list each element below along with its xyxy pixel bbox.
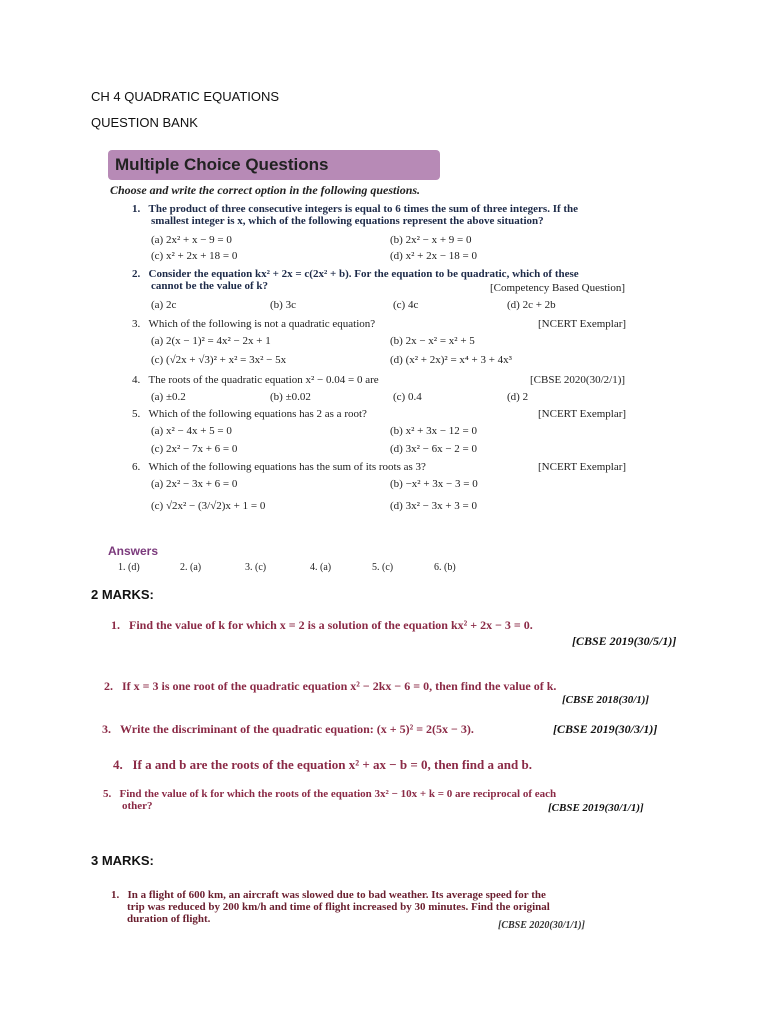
answer-4: 4. (a)	[310, 562, 332, 573]
question-text: In a flight of 600 km, an aircraft was slowed due to bad weather. Its average speed for the	[127, 889, 546, 901]
option-d: (d) (x² + 2x)² = x⁴ + 3 + 4x³	[390, 354, 512, 366]
option-a: (a) 2(x − 1)² = 4x² − 2x + 1	[151, 335, 271, 347]
mcq-question-6	[132, 461, 426, 473]
option-d: (d) x² + 2x − 18 = 0	[390, 250, 477, 262]
mcq-question-4	[132, 374, 379, 386]
option-c: (c) √2x² − (3/√2)x + 1 = 0	[151, 500, 266, 512]
question-number: 3.	[132, 318, 141, 330]
question-text: Which of the following is not a quadratic equation?	[148, 318, 376, 330]
question-tag: [NCERT Exemplar]	[538, 318, 627, 330]
question-text: Find the value of k for which the roots of the equation 3x² − 10x + k = 0 are reciprocal of each	[119, 788, 557, 800]
question-text: other?	[122, 800, 153, 812]
option-a: (a) x² − 4x + 5 = 0	[151, 425, 232, 437]
option-b: (b) ±0.02	[270, 391, 311, 403]
question-number: 1.	[111, 618, 120, 632]
option-a: (a) ±0.2	[151, 391, 186, 403]
answer-6: 6. (b)	[434, 562, 456, 573]
mcq-question-5	[132, 408, 367, 420]
question-reference: [CBSE 2019(30/1/1)]	[548, 802, 644, 814]
question-text: smallest integer is x, which of the following equations represent the above situation?	[151, 215, 544, 227]
option-c: (c) 4c	[393, 299, 419, 311]
question-number: 1.	[132, 203, 141, 215]
question-reference: [CBSE 2020(30/1/1)]	[498, 920, 585, 931]
question-tag: [NCERT Exemplar]	[538, 461, 627, 473]
option-c: (c) (√2x + √3)² + x² = 3x² − 5x	[151, 354, 287, 366]
question-text: Write the discriminant of the quadratic equation: (x + 5)² = 2(5x − 3).	[120, 722, 474, 736]
option-b: (b) x² + 3x − 12 = 0	[390, 425, 477, 437]
two-marks-question-4	[113, 757, 532, 773]
question-number: 2.	[104, 679, 113, 693]
mcq-question-1	[132, 203, 642, 227]
option-c: (c) 2x² − 7x + 6 = 0	[151, 443, 238, 455]
answer-5: 5. (c)	[372, 562, 394, 573]
question-reference: [CBSE 2019(30/5/1)]	[572, 634, 677, 648]
question-number: 2.	[132, 268, 141, 280]
question-reference: [CBSE 2019(30/3/1)]	[553, 722, 658, 736]
two-marks-question-3	[102, 722, 474, 737]
question-text: trip was reduced by 200 km/h and time of flight increased by 30 minutes. Find the original	[127, 901, 550, 913]
question-number: 4.	[113, 757, 123, 772]
mcq-instruction: Choose and write the correct option in the following questions.	[110, 183, 421, 197]
question-number: 4.	[132, 374, 141, 386]
option-a: (a) 2x² + x − 9 = 0	[151, 234, 232, 246]
two-marks-question-2	[104, 679, 556, 694]
question-number: 3.	[102, 722, 111, 736]
question-text: Find the value of k for which x = 2 is a solution of the equation kx² + 2x − 3 = 0.	[129, 618, 533, 632]
question-tag: [Competency Based Question]	[490, 282, 626, 294]
answer-2: 2. (a)	[180, 562, 202, 573]
option-d: (d) 3x² − 3x + 3 = 0	[390, 500, 477, 512]
mcq-question-3	[132, 318, 375, 330]
option-d: (d) 2c + 2b	[507, 299, 556, 311]
two-marks-question-1	[111, 618, 533, 633]
option-b: (b) 2x² − x + 9 = 0	[390, 234, 472, 246]
chapter-title: CH 4 QUADRATIC EQUATIONS	[91, 89, 280, 104]
question-tag: [CBSE 2020(30/2/1)]	[530, 374, 626, 386]
question-text: duration of flight.	[127, 913, 211, 925]
question-text: Consider the equation kx² + 2x = c(2x² + b). For the equation to be quadratic, which of these	[148, 268, 579, 280]
option-c: (c) 0.4	[393, 391, 422, 403]
document-subtitle: QUESTION BANK	[91, 115, 198, 130]
question-number: 6.	[132, 461, 141, 473]
question-text: Which of the following equations has 2 as a root?	[148, 408, 367, 420]
answers-heading: Answers	[108, 544, 159, 558]
option-b: (b) 3c	[270, 299, 296, 311]
option-a: (a) 2c	[151, 299, 177, 311]
question-text: The roots of the quadratic equation x² − 0.04 = 0 are	[148, 374, 379, 386]
option-d: (d) 3x² − 6x − 2 = 0	[390, 443, 477, 455]
section-heading-2-marks: 2 MARKS:	[91, 587, 154, 602]
question-text: cannot be the value of k?	[151, 280, 269, 292]
question-reference: [CBSE 2018(30/1)]	[562, 694, 650, 706]
answer-3: 3. (c)	[245, 562, 267, 573]
question-number: 5.	[103, 788, 112, 800]
mcq-banner: Multiple Choice Questions	[108, 150, 440, 180]
option-b: (b) 2x − x² = x² + 5	[390, 335, 475, 347]
option-a: (a) 2x² − 3x + 6 = 0	[151, 478, 238, 490]
question-text: The product of three consecutive integers is equal to 6 times the sum of three integers. If the	[148, 203, 579, 215]
question-text: If a and b are the roots of the equation x² + ax − b = 0, then find a and b.	[132, 757, 532, 772]
section-heading-3-marks: 3 MARKS:	[91, 853, 154, 868]
question-number: 5.	[132, 408, 141, 420]
option-b: (b) −x² + 3x − 3 = 0	[390, 478, 478, 490]
question-tag: [NCERT Exemplar]	[538, 408, 627, 420]
question-text: Which of the following equations has the sum of its roots as 3?	[148, 461, 426, 473]
question-number: 1.	[111, 889, 120, 901]
question-text: If x = 3 is one root of the quadratic equation x² − 2kx − 6 = 0, then find the value of k.	[122, 679, 557, 693]
option-d: (d) 2	[507, 391, 529, 403]
option-c: (c) x² + 2x + 18 = 0	[151, 250, 238, 262]
answer-1: 1. (d)	[118, 562, 140, 573]
